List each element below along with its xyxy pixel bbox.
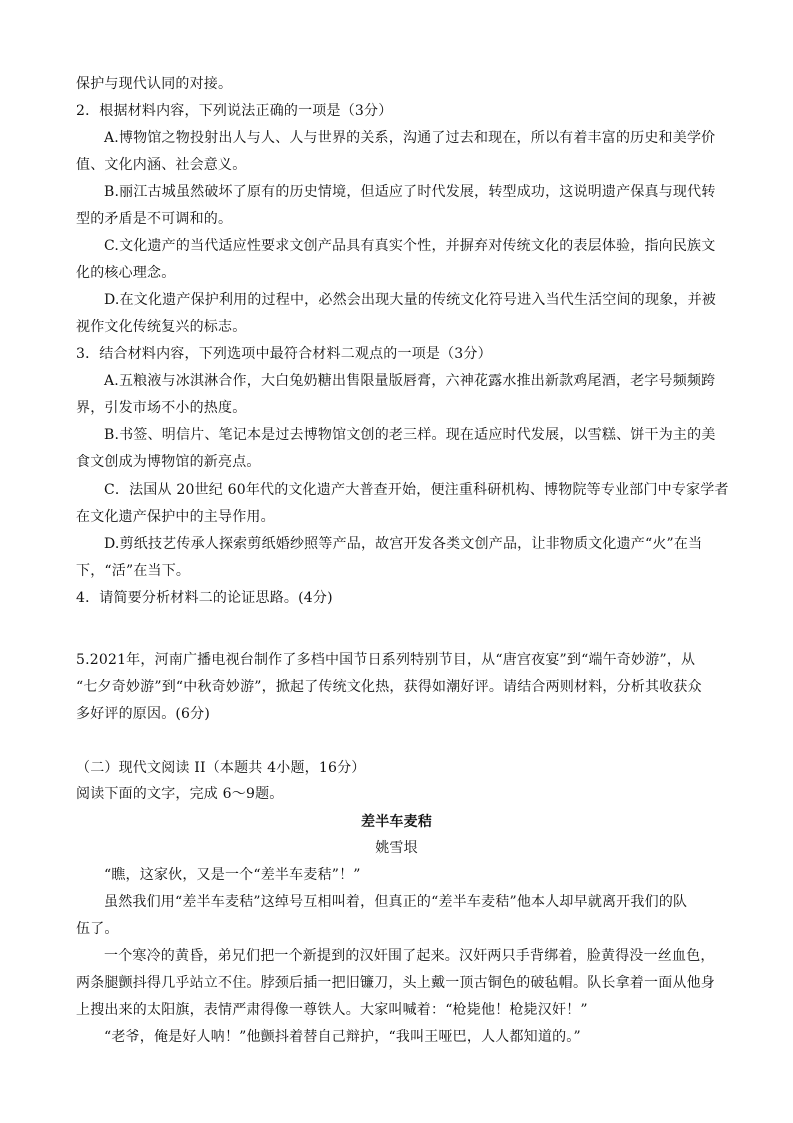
q3-option-d-line-2: 下，“活”在当下。: [76, 563, 191, 579]
q3-option-a-line-1: A.五粮液与冰淇淋合作，大白兔奶糖出售限量版唇膏，六神花露水推出新款鸡尾酒，老字号频频跨: [104, 373, 716, 389]
q2-option-a-line-2: 值、文化内涵、社会意义。: [76, 157, 247, 173]
story-paragraph-2-line-1: 虽然我们用“差半车麦秸”这绰号互相叫着，但真正的“差半车麦秸”他本人却早就离开我们的队: [104, 894, 688, 910]
q3-option-b-line-2: 食文创成为博物馆的新亮点。: [76, 454, 261, 470]
story-author: 姚雪垠: [375, 840, 418, 856]
story-paragraph-1: “瞧，这家伙，又是一个“差半车麦秸”！”: [104, 867, 361, 883]
q3-option-b-line-1: B.书签、明信片、笔记本是过去博物馆文创的老三样。现在适应时代发展，以雪糕、饼干为主的美: [104, 427, 716, 443]
question-5-line-3: 多好评的原因。(6分): [76, 706, 211, 722]
q2-option-d-line-2: 视作文化传统复兴的标志。: [76, 319, 247, 335]
q2-option-d-line-1: D.在文化遗产保护利用的过程中，必然会出现大量的传统文化符号进入当代生活空间的现象，并被: [104, 292, 716, 308]
question-5-line-2: “七夕奇妙游”到“中秋奇妙游”，掀起了传统文化热，获得如潮好评。请结合两则材料，分析其收获众: [76, 679, 702, 695]
q3-option-c-line-2: 在文化遗产保护中的主导作用。: [76, 509, 275, 525]
story-title: 差半车麦秸: [361, 814, 432, 830]
question-5-line-1: 5.2021年，河南广播电视台制作了多档中国节日系列特别节目，从“唐宫夜宴”到“端午奇妙游”，从: [76, 652, 696, 668]
intro-line: 保护与现代认同的对接。: [76, 76, 233, 92]
q2-option-c-line-1: C.文化遗产的当代适应性要求文创产品具有真实个性，并摒弃对传统文化的表层体验，指向民族文: [104, 238, 716, 254]
section-instruction: 阅读下面的文字，完成 6～9题。: [76, 786, 284, 802]
q2-option-a-line-1: A.博物馆之物投射出人与人、人与世界的关系，沟通了过去和现在，所以有着丰富的历史和美学价: [104, 130, 716, 146]
q3-option-a-line-2: 界，引发市场不小的热度。: [76, 400, 247, 416]
question-4: 4．请简要分析材料二的论证思路。(4分): [76, 590, 333, 606]
q2-option-b-line-1: B.丽江古城虽然破坏了原有的历史情境，但适应了时代发展，转型成功，这说明遗产保真与现代转: [104, 184, 716, 200]
question-3-stem: 3．结合材料内容，下列选项中最符合材料二观点的一项是（3分）: [76, 346, 492, 362]
section-heading: （二）现代文阅读 II（本题共 4小题，16分）: [76, 760, 366, 776]
q2-option-c-line-2: 化的核心理念。: [76, 265, 176, 281]
story-paragraph-3-line-2: 两条腿颤抖得几乎站立不住。脖颈后插一把旧镰刀，头上戴一顶古铜色的破毡帽。队长拿着一面从他身: [76, 975, 715, 991]
q2-option-b-line-2: 型的矛盾是不可调和的。: [76, 211, 233, 227]
question-2-stem: 2．根据材料内容，下列说法正确的一项是（3分）: [76, 103, 393, 119]
q3-option-c-line-1: C．法国从 20世纪 60年代的文化遗产大普查开始，便注重科研机构、博物院等专业部门中专家学者: [104, 482, 729, 498]
story-paragraph-4: “老爷，俺是好人呐！”他颤抖着替自己辩护，“我叫王哑巴，人人都知道的。”: [104, 1029, 581, 1045]
story-paragraph-3-line-3: 上搜出来的太阳旗，表情严肃得像一尊铁人。大家叫喊着：“枪毙他！枪毙汉奸！”: [76, 1002, 588, 1018]
story-paragraph-2-line-2: 伍了。: [76, 921, 119, 937]
story-paragraph-3-line-1: 一个寒冷的黄昏，弟兄们把一个新提到的汉奸围了起来。汉奸两只手背绑着，脸黄得没一丝血色，: [104, 948, 715, 964]
q3-option-d-line-1: D.剪纸技艺传承人探索剪纸婚纱照等产品，故宫开发各类文创产品，让非物质文化遗产“火”在当: [104, 536, 703, 552]
